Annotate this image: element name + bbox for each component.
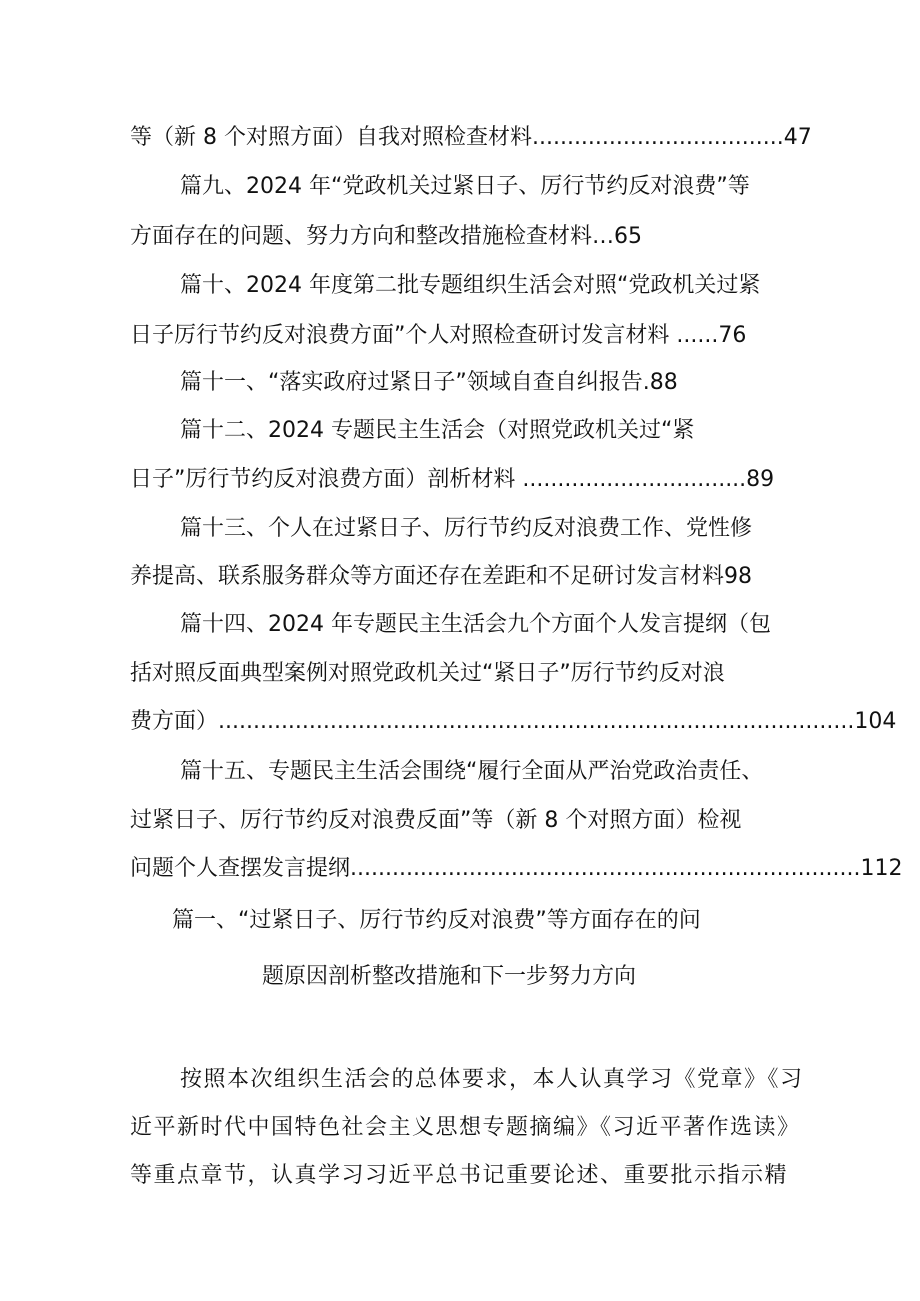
toc-line: 篇九、2024 年“党政机关过紧日子、厉行节约反对浪费”等	[180, 174, 750, 199]
toc-line: 篇十、2024 年度第二批专题组织生活会对照“党政机关过紧	[180, 273, 761, 298]
heading-line-2: 题原因剖析整改措施和下一步努力方向	[262, 964, 637, 989]
toc-line: 篇十一、“落实政府过紧日子”领域自查自纠报告.88	[180, 370, 678, 395]
toc-line: 日子厉行节约反对浪费方面”个人对照检查研讨发言材料 ......76	[130, 323, 747, 348]
body-line: 近平新时代中国特色社会主义思想专题摘编》《习近平著作选读》	[130, 1115, 801, 1140]
heading-line-1: 篇一、“过紧日子、厉行节约反对浪费”等方面存在的问	[172, 908, 701, 933]
toc-line: 篇十三、个人在过紧日子、厉行节约反对浪费工作、党性修	[180, 516, 753, 541]
toc-line: 篇十二、2024 专题民主生活会（对照党政机关过“紧	[180, 418, 695, 443]
toc-line: 括对照反面典型案例对照党政机关过“紧日子”厉行节约反对浪	[130, 661, 725, 686]
toc-line: 日子”厉行节约反对浪费方面）剖析材料 ................................89	[130, 467, 775, 492]
toc-line: 等（新 8 个对照方面）自我对照检查材料....................................47	[130, 125, 812, 150]
toc-line: 篇十四、2024 年专题民主生活会九个方面个人发言提纲（包	[180, 612, 771, 637]
toc-line: 方面存在的问题、努力方向和整改措施检查材料…65	[130, 224, 642, 249]
toc-line: 过紧日子、厉行节约反对浪费反面”等（新 8 个对照方面）检视	[130, 808, 742, 833]
toc-line: 养提高、联系服务群众等方面还存在差距和不足研讨发言材料98	[130, 564, 752, 589]
body-line: 按照本次组织生活会的总体要求，本人认真学习《党章》《习	[180, 1067, 804, 1092]
toc-line: 篇十五、专题民主生活会围绕“履行全面从严治党政治责任、	[180, 759, 764, 784]
toc-line: 问题个人查摆发言提纲.........................................................................112	[130, 856, 903, 881]
body-line: 等重点章节，认真学习习近平总书记重要论述、重要批示指示精	[130, 1163, 789, 1188]
toc-line: 费方面）...........................................................................................104	[130, 709, 897, 734]
